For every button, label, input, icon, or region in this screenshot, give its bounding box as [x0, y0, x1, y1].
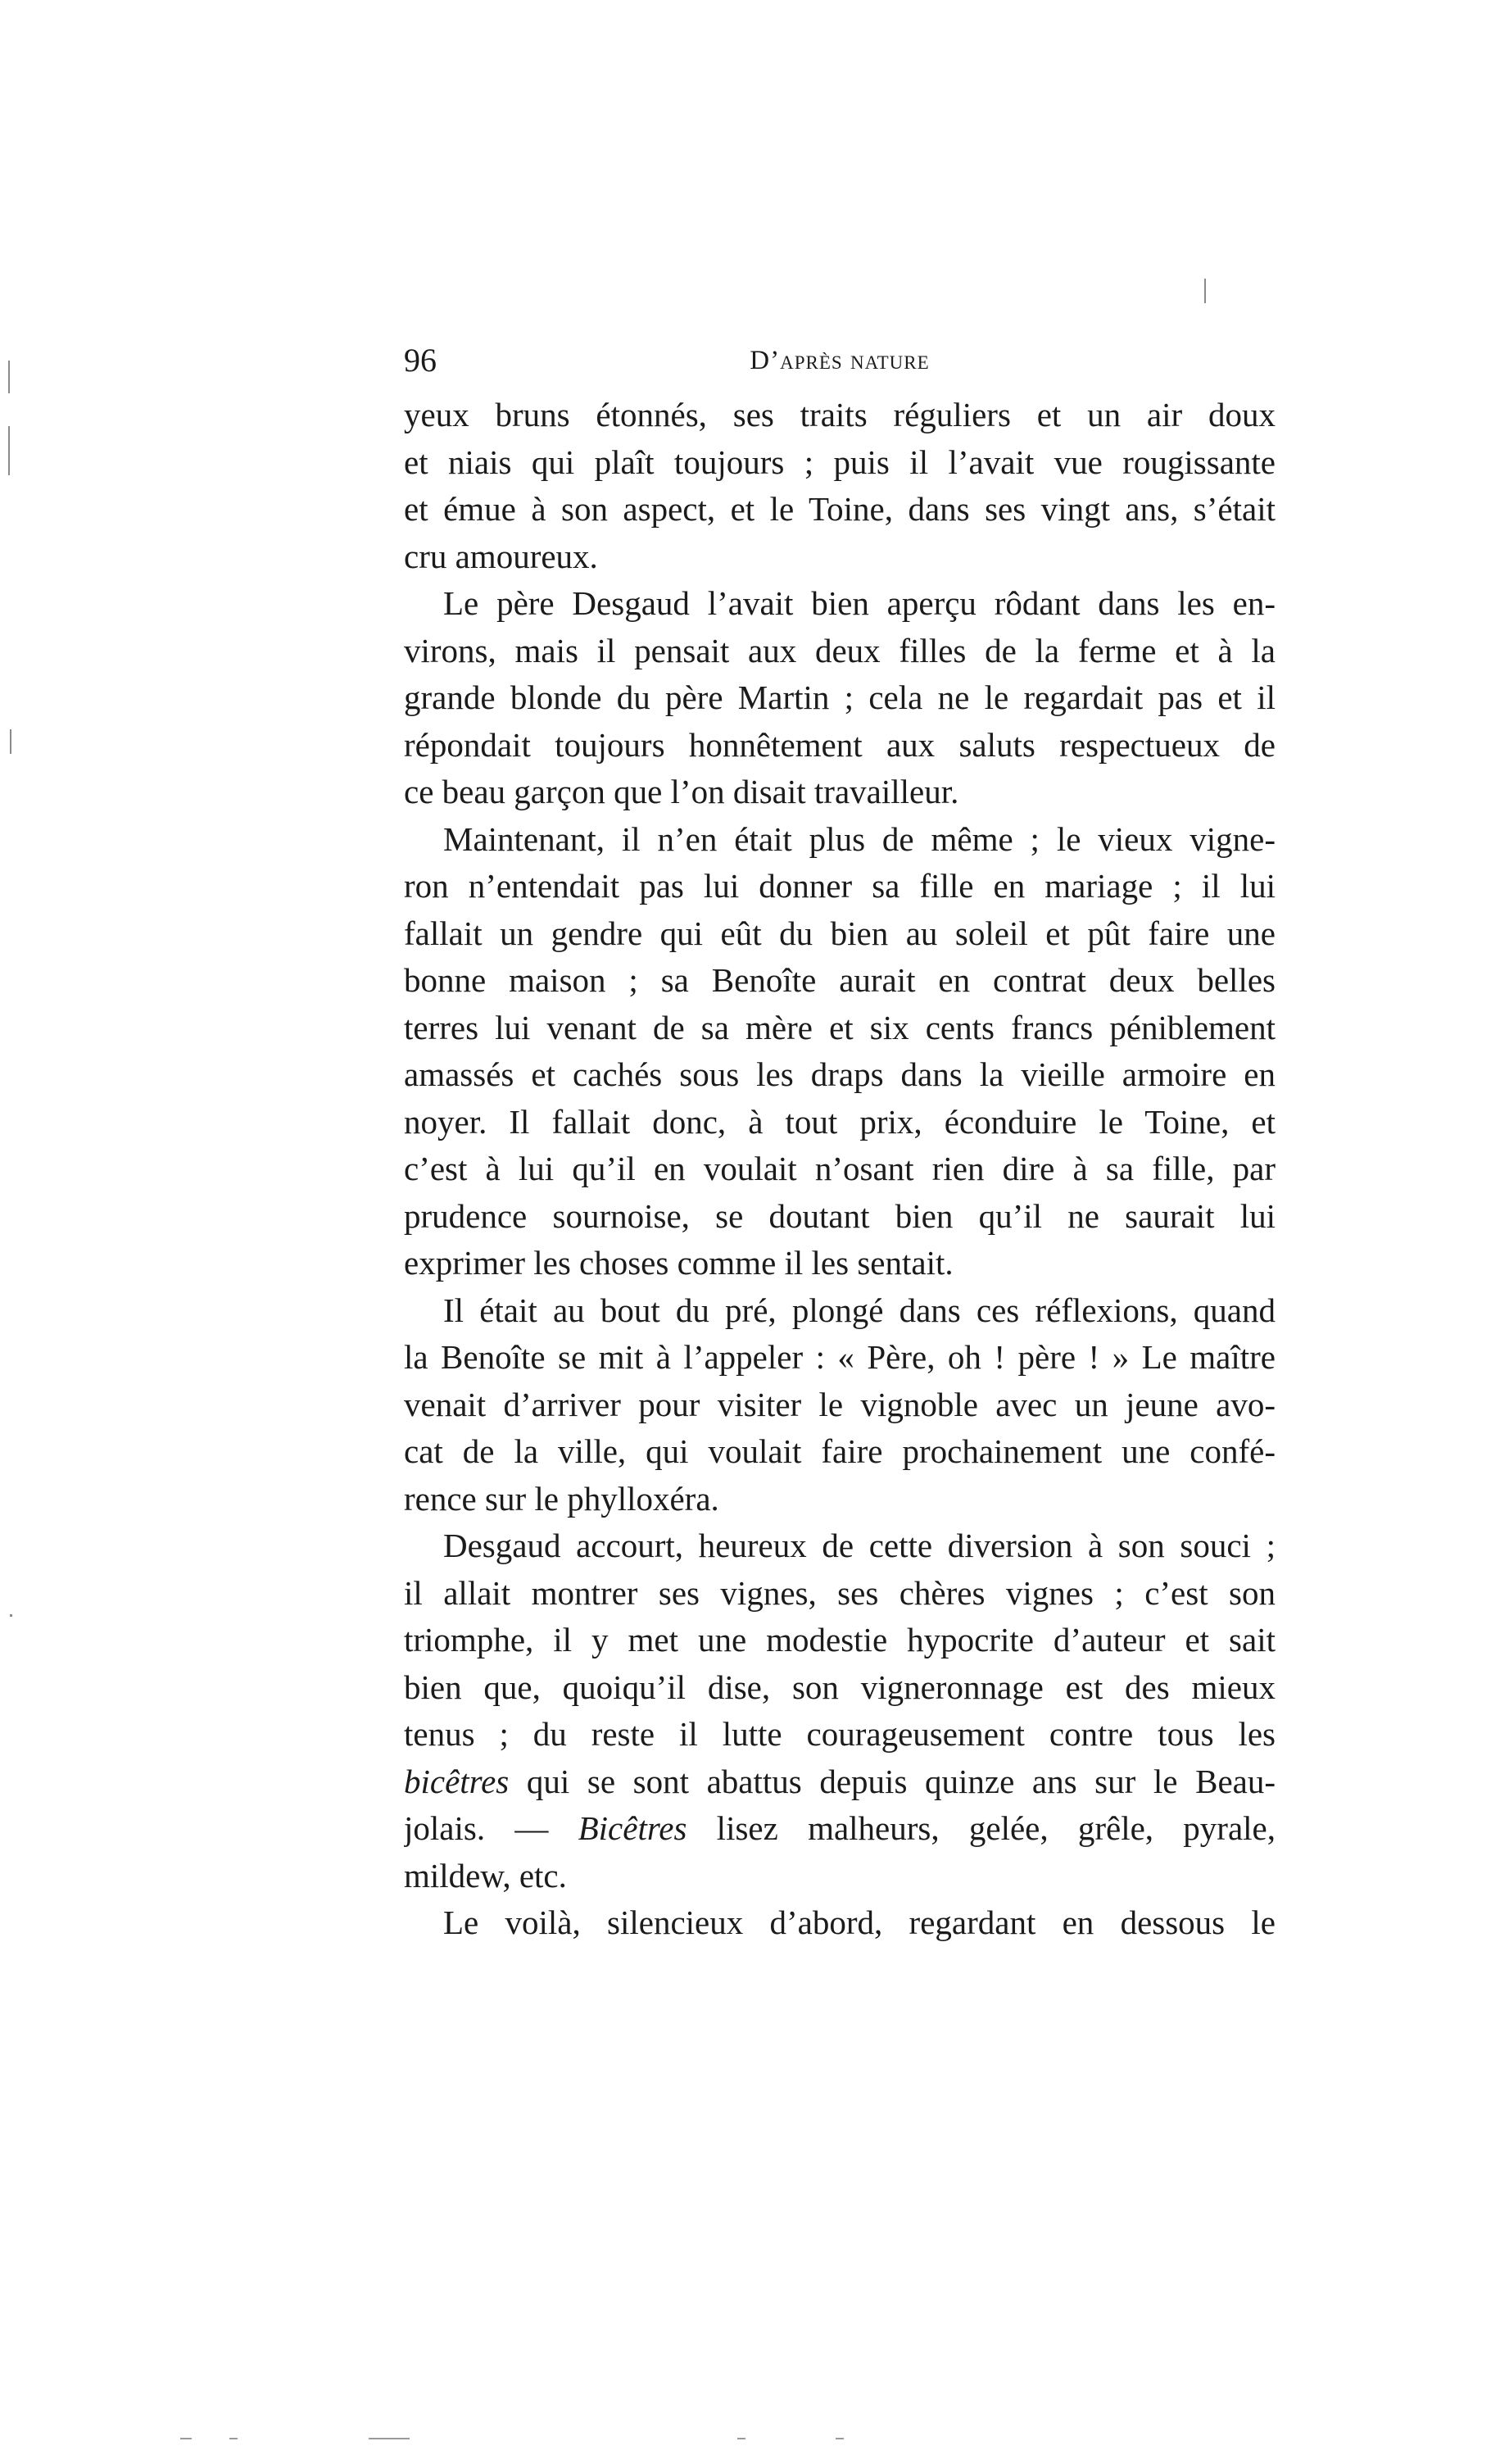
text-line: venait d’arriver pour visiter le vignoble avec un jeune avo-: [404, 1385, 1276, 1423]
scan-margin-mark: [8, 426, 10, 475]
text-line: [404, 1805, 1276, 1853]
text-line: ron n’entendait pas lui donner sa fille en mariage ; il lui: [404, 867, 1276, 905]
body-text: [404, 392, 1276, 1947]
scan-footer-mark: [180, 2438, 192, 2439]
scan-footer-mark: [229, 2438, 238, 2439]
running-title: [404, 332, 1276, 389]
text-line: Le voilà, silencieux d’abord, regardant en dessous le: [443, 1904, 1276, 1941]
text-line: ce beau garçon que l’on disait travailleur.: [404, 773, 959, 810]
text-run: lisez malheurs, gelée, grêle, pyrale,: [687, 1809, 1276, 1847]
page-header: [404, 332, 1276, 389]
scan-footer-mark: [737, 2438, 745, 2439]
text-line: grande blonde du père Martin ; cela ne le regardait pas et il: [404, 678, 1276, 716]
scan-margin-mark: [1204, 279, 1206, 303]
scan-footer-mark: [369, 2438, 410, 2439]
paragraph: [404, 1287, 1276, 1523]
text-line: et niais qui plaît toujours ; puis il l’avait vue rougissante: [404, 442, 1276, 481]
italic-term: bicêtres: [404, 1762, 510, 1800]
text-line: prudence sournoise, se doutant bien qu’il ne saurait lui: [404, 1196, 1276, 1235]
text-line: virons, mais il pensait aux deux filles de la ferme et à la: [404, 631, 1276, 669]
text-run: jolais. —: [404, 1809, 578, 1847]
scan-margin-mark: [10, 1614, 12, 1617]
text-line: cru amoureux.: [404, 537, 598, 575]
text-line: Desgaud accourt, heureux de cette diversion à son souci ;: [443, 1527, 1276, 1564]
running-title-prefix: D’: [750, 346, 781, 375]
text-line: noyer. Il fallait donc, à tout prix, éconduire le Toine, et: [404, 1102, 1276, 1141]
paragraph: [404, 1522, 1276, 1899]
text-line: rence sur le phylloxéra.: [404, 1479, 719, 1518]
text-line: triomphe, il y met une modestie hypocrite d’auteur et sait: [404, 1621, 1276, 1659]
paragraph: [404, 392, 1276, 580]
scan-margin-mark: [8, 361, 10, 393]
text-run: qui se sont abattus depuis quinze ans sur le Beau-: [509, 1762, 1276, 1800]
text-line: Le père Desgaud l’avait bien aperçu rôdant dans les en-: [443, 584, 1276, 622]
text-line: bien que, quoiqu’il dise, son vigneronnage est des mieux: [404, 1668, 1276, 1706]
text-line: Maintenant, il n’en était plus de même ; le vieux vigne-: [443, 819, 1276, 858]
text-line: c’est à lui qu’il en voulait n’osant rien dire à sa fille, par: [404, 1150, 1276, 1187]
text-line: cat de la ville, qui voulait faire prochainement une confé-: [404, 1432, 1276, 1470]
text-line: répondait toujours honnêtement aux saluts respectueux de: [404, 725, 1276, 764]
scan-margin-mark: [10, 729, 11, 754]
text-line: mildew, etc.: [404, 1856, 567, 1895]
text-line: la Benoîte se mit à l’appeler : « Père, oh ! père ! » Le maître: [404, 1338, 1276, 1376]
text-line: il allait montrer ses vignes, ses chères vignes ; c’est son: [404, 1573, 1276, 1612]
paragraph: [404, 1899, 1276, 1947]
paragraph: [404, 580, 1276, 816]
text-line: exprimer les choses comme il les sentait.: [404, 1244, 954, 1282]
text-line: tenus ; du reste il lutte courageusement contre tous les: [404, 1715, 1276, 1753]
page-number: 96: [404, 342, 437, 379]
scan-footer-mark: [836, 2438, 844, 2439]
text-line: fallait un gendre qui eût du bien au soleil et pût faire une: [404, 914, 1276, 952]
text-line: bonne maison ; sa Benoîte aurait en contrat deux belles: [404, 961, 1276, 999]
text-line: Il était au bout du pré, plongé dans ces réflexions, quand: [443, 1291, 1276, 1329]
paragraph: [404, 816, 1276, 1287]
text-line: yeux bruns étonnés, ses traits réguliers et un air doux: [404, 396, 1276, 433]
italic-term: Bicêtres: [578, 1809, 687, 1847]
running-title-text: après nature: [780, 346, 930, 375]
text-line: [404, 1758, 1276, 1806]
text-line: terres lui venant de sa mère et six cents francs péniblement: [404, 1008, 1276, 1046]
text-line: et émue à son aspect, et le Toine, dans ses vingt ans, s’était: [404, 490, 1276, 528]
text-line: amassés et cachés sous les draps dans la vieille armoire en: [404, 1055, 1276, 1093]
